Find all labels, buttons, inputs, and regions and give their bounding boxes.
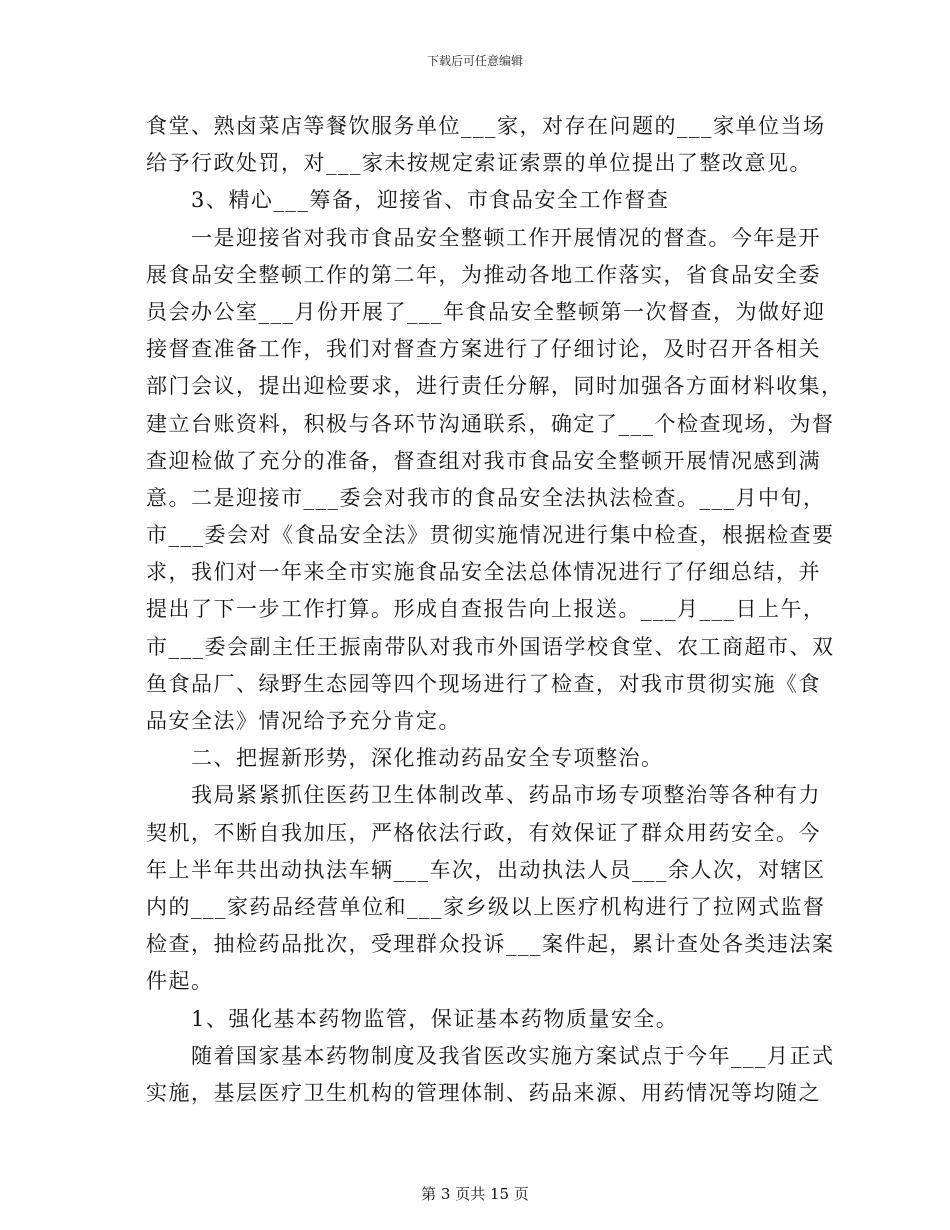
text-line: 查迎检做了充分的准备，督查组对我市食品安全整顿开展情况感到满 [146, 448, 821, 473]
text-line: 市___委会副主任王振南带队对我市外国语学校食堂、农工商超市、双 [146, 634, 835, 659]
text-line: 意。二是迎接市___委会对我市的食品安全法执法检查。___月中旬， [146, 485, 826, 510]
text-line: 展食品安全整顿工作的第二年，为推动各地工作落实，省食品安全委 [146, 262, 821, 287]
text-line: 内的___家药品经营单位和___家乡级以上医疗机构进行了拉网式监督 [146, 894, 826, 919]
text-line: 品安全法》情况给予充分肯定。 [146, 709, 461, 733]
document-body [146, 108, 844, 1112]
text-line: 提出了下一步工作打算。形成自查报告向上报送。___月___日上午， [146, 597, 826, 622]
text-line: 二、把握新形势，深化推动药品安全专项整治。 [146, 746, 664, 771]
text-line: 鱼食品厂、绿野生态园等四个现场进行了检查，对我市贯彻实施《食 [146, 671, 821, 696]
text-line: 食堂、熟卤菜店等餐饮服务单位___家，对存在问题的___家单位当场 [146, 114, 826, 138]
text-line: 年上半年共出动执法车辆___车次，出动执法人员___余人次，对辖区 [146, 857, 826, 882]
text-line: 检查，抽检药品批次，受理群众投诉___案件起，累计查处各类违法案 [146, 932, 835, 957]
text-line: 3、精心___筹备，迎接省、市食品安全工作督查 [146, 188, 670, 213]
text-line: 实施，基层医疗卫生机构的管理体制、药品来源、用药情况等均随之 [146, 1080, 821, 1105]
page-footer: 第 3 页共 15 页 [421, 1185, 529, 1203]
text-line: 接督查准备工作，我们对督查方案进行了仔细讨论，及时召开各相关 [146, 337, 821, 362]
text-line: 件起。 [146, 969, 214, 994]
text-line: 一是迎接省对我市食品安全整顿工作开展情况的督查。今年是开 [146, 225, 821, 250]
text-line: 求，我们对一年来全市实施食品安全法总体情况进行了仔细总结，并 [146, 560, 821, 585]
text-line: 1、强化基本药物监管，保证基本药物质量安全。 [146, 1006, 679, 1031]
text-line: 契机，不断自我加压，严格依法行政，有效保证了群众用药安全。今 [146, 820, 821, 845]
text-line: 我局紧紧抓住医药卫生体制改革、药品市场专项整治等各种有力 [146, 783, 821, 808]
text-line: 市___委会对《食品安全法》贯彻实施情况进行集中检查，根据检查要 [146, 523, 835, 548]
text-line: 建立台账资料，积极与各环节沟通联系，确定了___个检查现场，为督 [146, 411, 835, 436]
text-line: 随着国家基本药物制度及我省医改实施方案试点于今年___月正式 [146, 1043, 835, 1068]
text-line: 给予行政处罚，对___家未按规定索证索票的单位提出了整改意见。 [146, 151, 812, 176]
text-line: 部门会议，提出迎检要求，进行责任分解，同时加强各方面材料收集， [146, 374, 844, 399]
page-header: 下载后可任意编辑 [426, 54, 523, 68]
text-line: 员会办公室___月份开展了___年食品安全整顿第一次督查，为做好迎 [146, 299, 826, 324]
